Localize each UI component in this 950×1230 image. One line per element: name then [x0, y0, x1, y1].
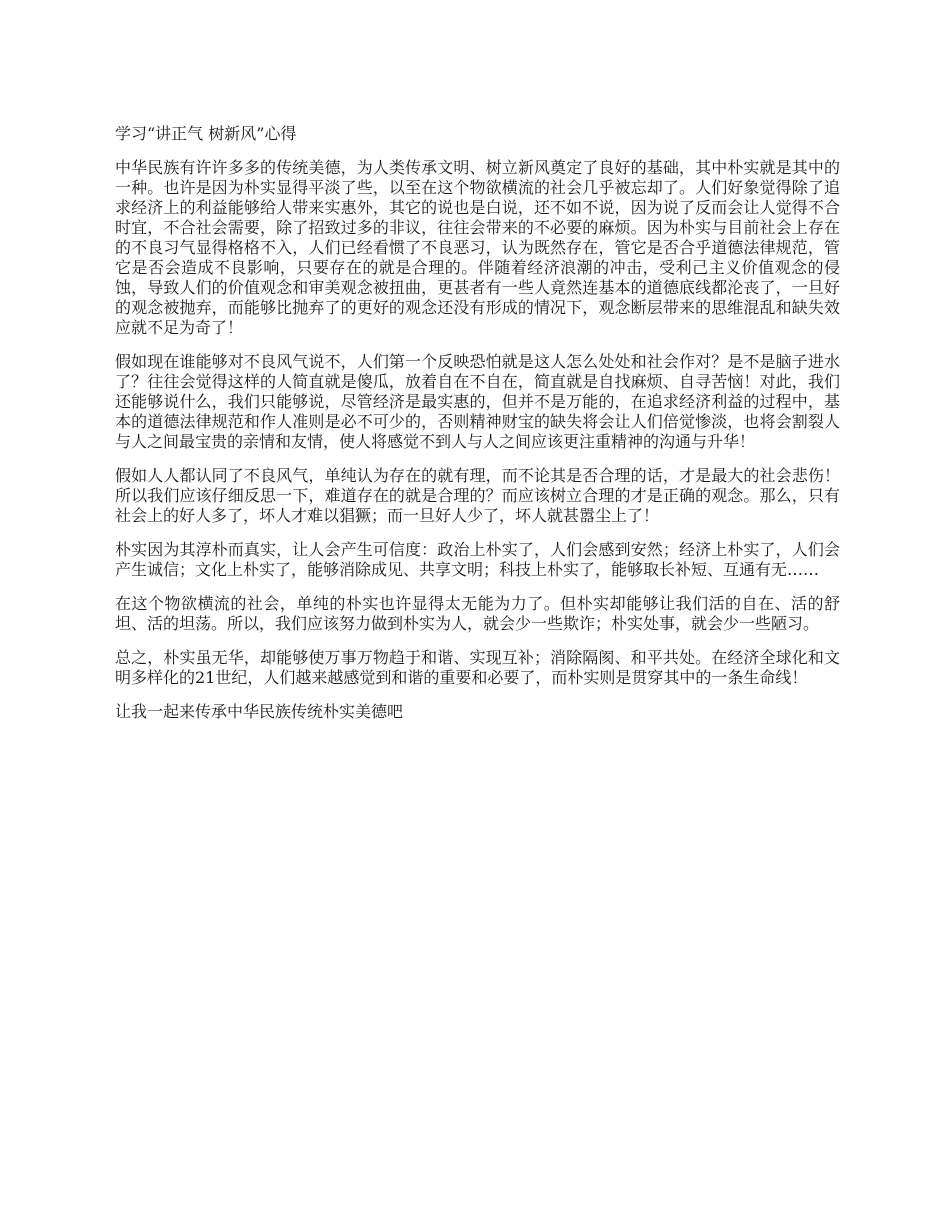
paragraph-7: 让我一起来传承中华民族传统朴实美德吧 — [115, 702, 404, 721]
paragraph-5: 在这个物欲横流的社会，单纯的朴实也许显得太无能为力了。但朴实却能够让我们活的自在、活的舒坦、活的坦荡。所以，我们应该努力做到朴实为人，就会少一些欺诈；朴实处事，就会少一些陋习。 — [115, 594, 840, 633]
document-title: 学习“讲正气 树新风”心得 — [115, 124, 297, 143]
paragraph-2: 假如现在谁能够对不良风气说不，人们第一个反映恐怕就是这人怎么处处和社会作对？是不是脑子进水了？往往会觉得这样的人简直就是傻瓜，放着自在不自在，简直就是自找麻烦、自寻苦恼！对此，我们还能够说什么，我们只能够说，尽管经济是最实惠的，但并不是万能的，在追求经济利益的过程中，基本的道德法律规范和作人准则是必不可少的，否则精神财宝的缺失将会让人们倍觉惨淡，也将会割裂人与人之间最宝贵的亲情和友情，使人将感觉不到人与人之间应该更注重精神的沟通与升华！ — [115, 352, 840, 451]
paragraph-3: 假如人人都认同了不良风气，单纯认为存在的就有理，而不论其是否合理的话，才是最大的社会悲伤！所以我们应该仔细反思一下，难道存在的就是合理的？而应该树立合理的才是正确的观念。那么，只有社会上的好人多了，坏人才难以猖獗；而一旦好人少了，坏人就甚嚣尘上了！ — [115, 466, 840, 525]
paragraph-6: 总之，朴实虽无华，却能够使万事万物趋于和谐、实现互补；消除隔阂、和平共处。在经济全球化和文明多样化的21世纪，人们越来越感觉到和谐的重要和必要了，而朴实则是贯穿其中的一条生命线！ — [115, 648, 840, 687]
document-page — [115, 124, 840, 736]
paragraph-4: 朴实因为其淳朴而真实，让人会产生可信度：政治上朴实了，人们会感到安然；经济上朴实了，人们会产生诚信；文化上朴实了，能够消除成见、共享文明；科技上朴实了，能够取长补短、互通有无…… — [115, 540, 840, 579]
paragraph-1: 中华民族有许许多多的传统美德，为人类传承文明、树立新风奠定了良好的基础，其中朴实就是其中的一种。也许是因为朴实显得平淡了些，以至在这个物欲横流的社会几乎被忘却了。人们好象觉得除了追求经济上的利益能够给人带来实惠外，其它的说也是白说，还不如不说，因为说了反而会让人觉得不合时宜，不合社会需要，除了招致过多的非议，往往会带来的不必要的麻烦。因为朴实与目前社会上存在的不良习气显得格格不入，人们已经看惯了不良恶习，认为既然存在，管它是否合乎道德法律规范，管它是否会造成不良影响，只要存在的就是合理的。伴随着经济浪潮的冲击，受利己主义价值观念的侵蚀，导致人们的价值观念和审美观念被扭曲，更甚者有一些人竟然连基本的道德底线都沦丧了，一旦好的观念被抛弃，而能够比抛弃了的更好的观念还没有形成的情况下，观念断层带来的思维混乱和缺失效应就不足为奇了！ — [115, 158, 840, 337]
